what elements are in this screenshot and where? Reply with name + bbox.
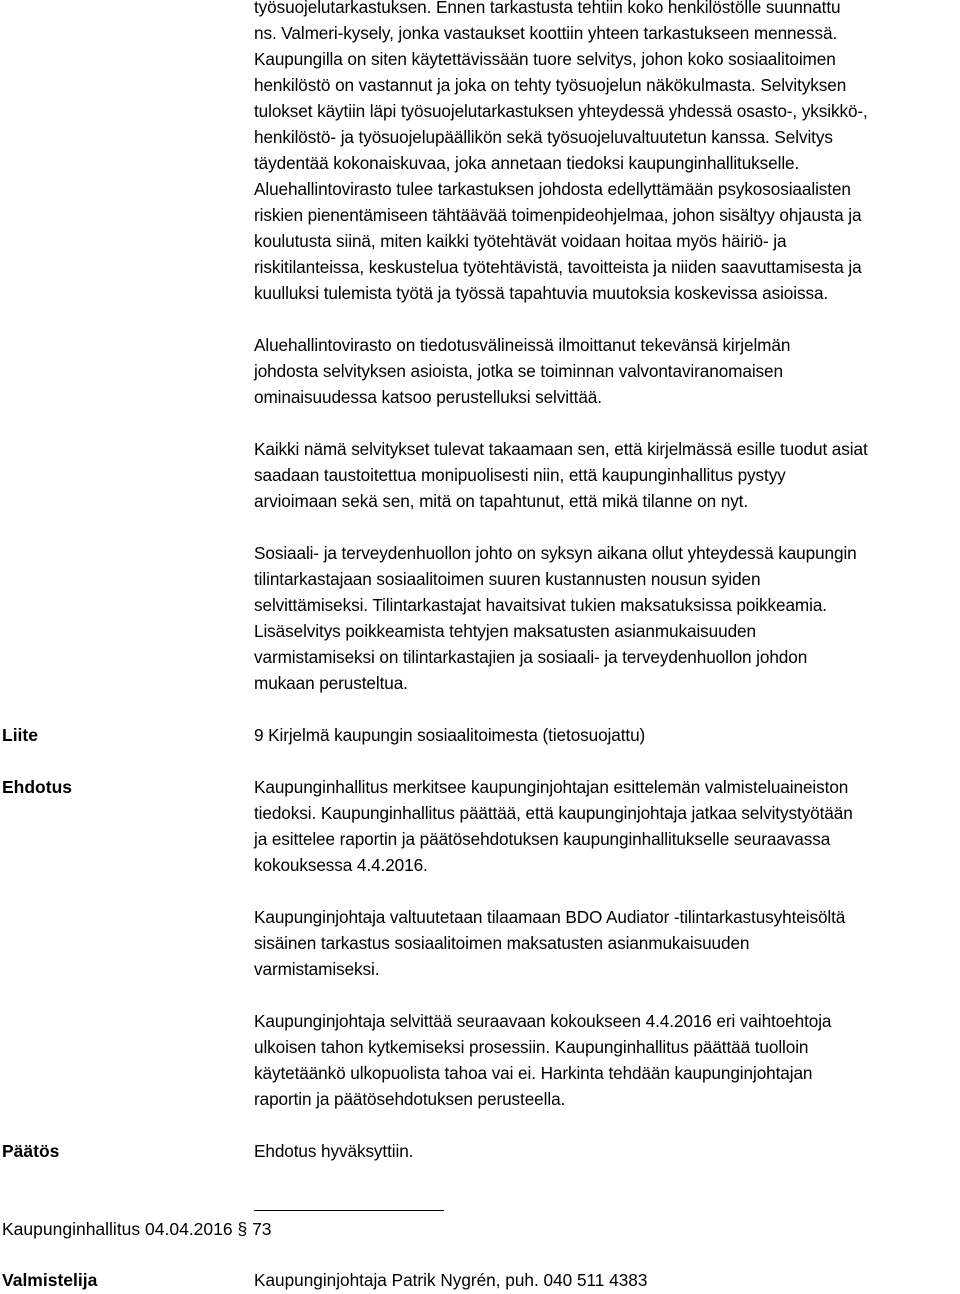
text-line: tulokset käytiin läpi työsuojelutarkastuksen yhteydessä yhdessä osasto-, yksikkö-, <box>254 101 868 121</box>
text-line: täydentää kokonaiskuvaa, joka annetaan tiedoksi kaupunginhallitukselle. <box>254 153 800 173</box>
text-line: tiedoksi. Kaupunginhallitus päättää, että kaupunginjohtaja jatkaa selvitystyötään <box>254 803 853 823</box>
text-line: riskien pienentämiseen tähtäävää toimenpideohjelmaa, johon sisältyy ohjausta ja <box>254 205 862 225</box>
text-line: Aluehallintovirasto tulee tarkastuksen johdosta edellyttämään psykososiaalisten <box>254 179 851 199</box>
text-line: ulkoisen tahon kytkemiseksi prosessiin. Kaupunginhallitus päättää tuolloin <box>254 1037 809 1057</box>
attachment-line: 9 Kirjelmä kaupungin sosiaalitoimesta (tietosuojattu) <box>254 725 646 745</box>
text-line: henkilöstö- ja työsuojelupäällikön sekä työsuojeluvaltuutetun kanssa. Selvitys <box>254 127 833 147</box>
text-line: arvioimaan sekä sen, mitä on tapahtunut, että mikä tilanne on nyt. <box>254 491 749 511</box>
text-line: sisäinen tarkastus sosiaalitoimen maksatusten asianmukaisuuden <box>254 933 750 953</box>
text-line: riskitilanteissa, keskustelua työtehtävistä, tavoitteista ja niiden saavuttamisesta ja <box>254 257 862 277</box>
text-line: varmistamiseksi on tilintarkastajien ja sosiaali- ja terveydenhuollon johdon <box>254 647 808 667</box>
decision-line: Ehdotus hyväksyttiin. <box>254 1141 414 1161</box>
text-line: henkilöstö on vastannut ja joka on tehty työsuojelun näkökulmasta. Selvityksen <box>254 75 847 95</box>
meeting-reference: Kaupunginhallitus 04.04.2016 § 73 <box>2 1219 272 1239</box>
text-line: mukaan perusteltua. <box>254 673 408 693</box>
text-line: Kaikki nämä selvitykset tulevat takaamaan sen, että kirjelmässä esille tuodut asiat <box>254 439 868 459</box>
preparer-contact: Kaupunginjohtaja Patrik Nygrén, puh. 040 511 4383 <box>254 1270 648 1290</box>
liite-label: Liite <box>2 725 38 745</box>
text-line: Kaupunginjohtaja selvittää seuraavaan kokoukseen 4.4.2016 eri vaihtoehtoja <box>254 1011 832 1031</box>
text-line: käytetäänkö ulkopuolista tahoa vai ei. Harkinta tehdään kaupunginjohtajan <box>254 1063 813 1083</box>
text-line: kuulluksi tulemista työtä ja työssä tapahtuvia muutoksia koskevissa asioissa. <box>254 283 829 303</box>
preparer-label: Valmistelija <box>2 1270 98 1290</box>
text-line: koulutusta siinä, miten kaikki työtehtävät voidaan hoitaa myös häiriö- ja <box>254 231 787 251</box>
ehdotus-label: Ehdotus <box>2 777 72 797</box>
text-line: ja esittelee raportin ja päätösehdotuksen kaupunginhallitukselle seuraavassa <box>254 829 831 849</box>
text-line: tilintarkastajaan sosiaalitoimen suuren kustannusten nousun syiden <box>254 569 761 589</box>
text-line: kokouksessa 4.4.2016. <box>254 855 428 875</box>
text-line: saadaan taustoitettua monipuolisesti niin, että kaupunginhallitus pystyy <box>254 465 786 485</box>
text-line: Sosiaali- ja terveydenhuollon johto on syksyn aikana ollut yhteydessä kaupungin <box>254 543 857 563</box>
text-line: selvittämiseksi. Tilintarkastajat havaitsivat tukien maksatuksissa poikkeamia. <box>254 595 827 615</box>
text-line: varmistamiseksi. <box>254 959 380 979</box>
section-divider <box>254 1210 444 1211</box>
text-line: Aluehallintovirasto on tiedotusvälineissä ilmoittanut tekevänsä kirjelmän <box>254 335 791 355</box>
text-line: Kaupunginhallitus merkitsee kaupunginjohtajan esittelemän valmisteluaineiston <box>254 777 849 797</box>
text-line: raportin ja päätösehdotuksen perusteella. <box>254 1089 566 1109</box>
paatos-label: Päätös <box>2 1141 60 1161</box>
text-line: Kaupunginjohtaja valtuutetaan tilaamaan BDO Audiator -tilintarkastusyhteisöltä <box>254 907 846 927</box>
text-line: työsuojelutarkastuksen. Ennen tarkastusta tehtiin koko henkilöstölle suunnattu <box>254 0 841 17</box>
text-line: johdosta selvityksen asioista, jotka se toiminnan valvontaviranomaisen <box>254 361 783 381</box>
text-line: ominaisuudessa katsoo perustelluksi selvittää. <box>254 387 602 407</box>
text-line: ns. Valmeri-kysely, jonka vastaukset koottiin yhteen tarkastukseen mennessä. <box>254 23 838 43</box>
text-line: Kaupungilla on siten käytettävissään tuore selvitys, johon koko sosiaalitoimen <box>254 49 836 69</box>
text-line: Lisäselvitys poikkeamista tehtyjen maksatusten asianmukaisuuden <box>254 621 756 641</box>
